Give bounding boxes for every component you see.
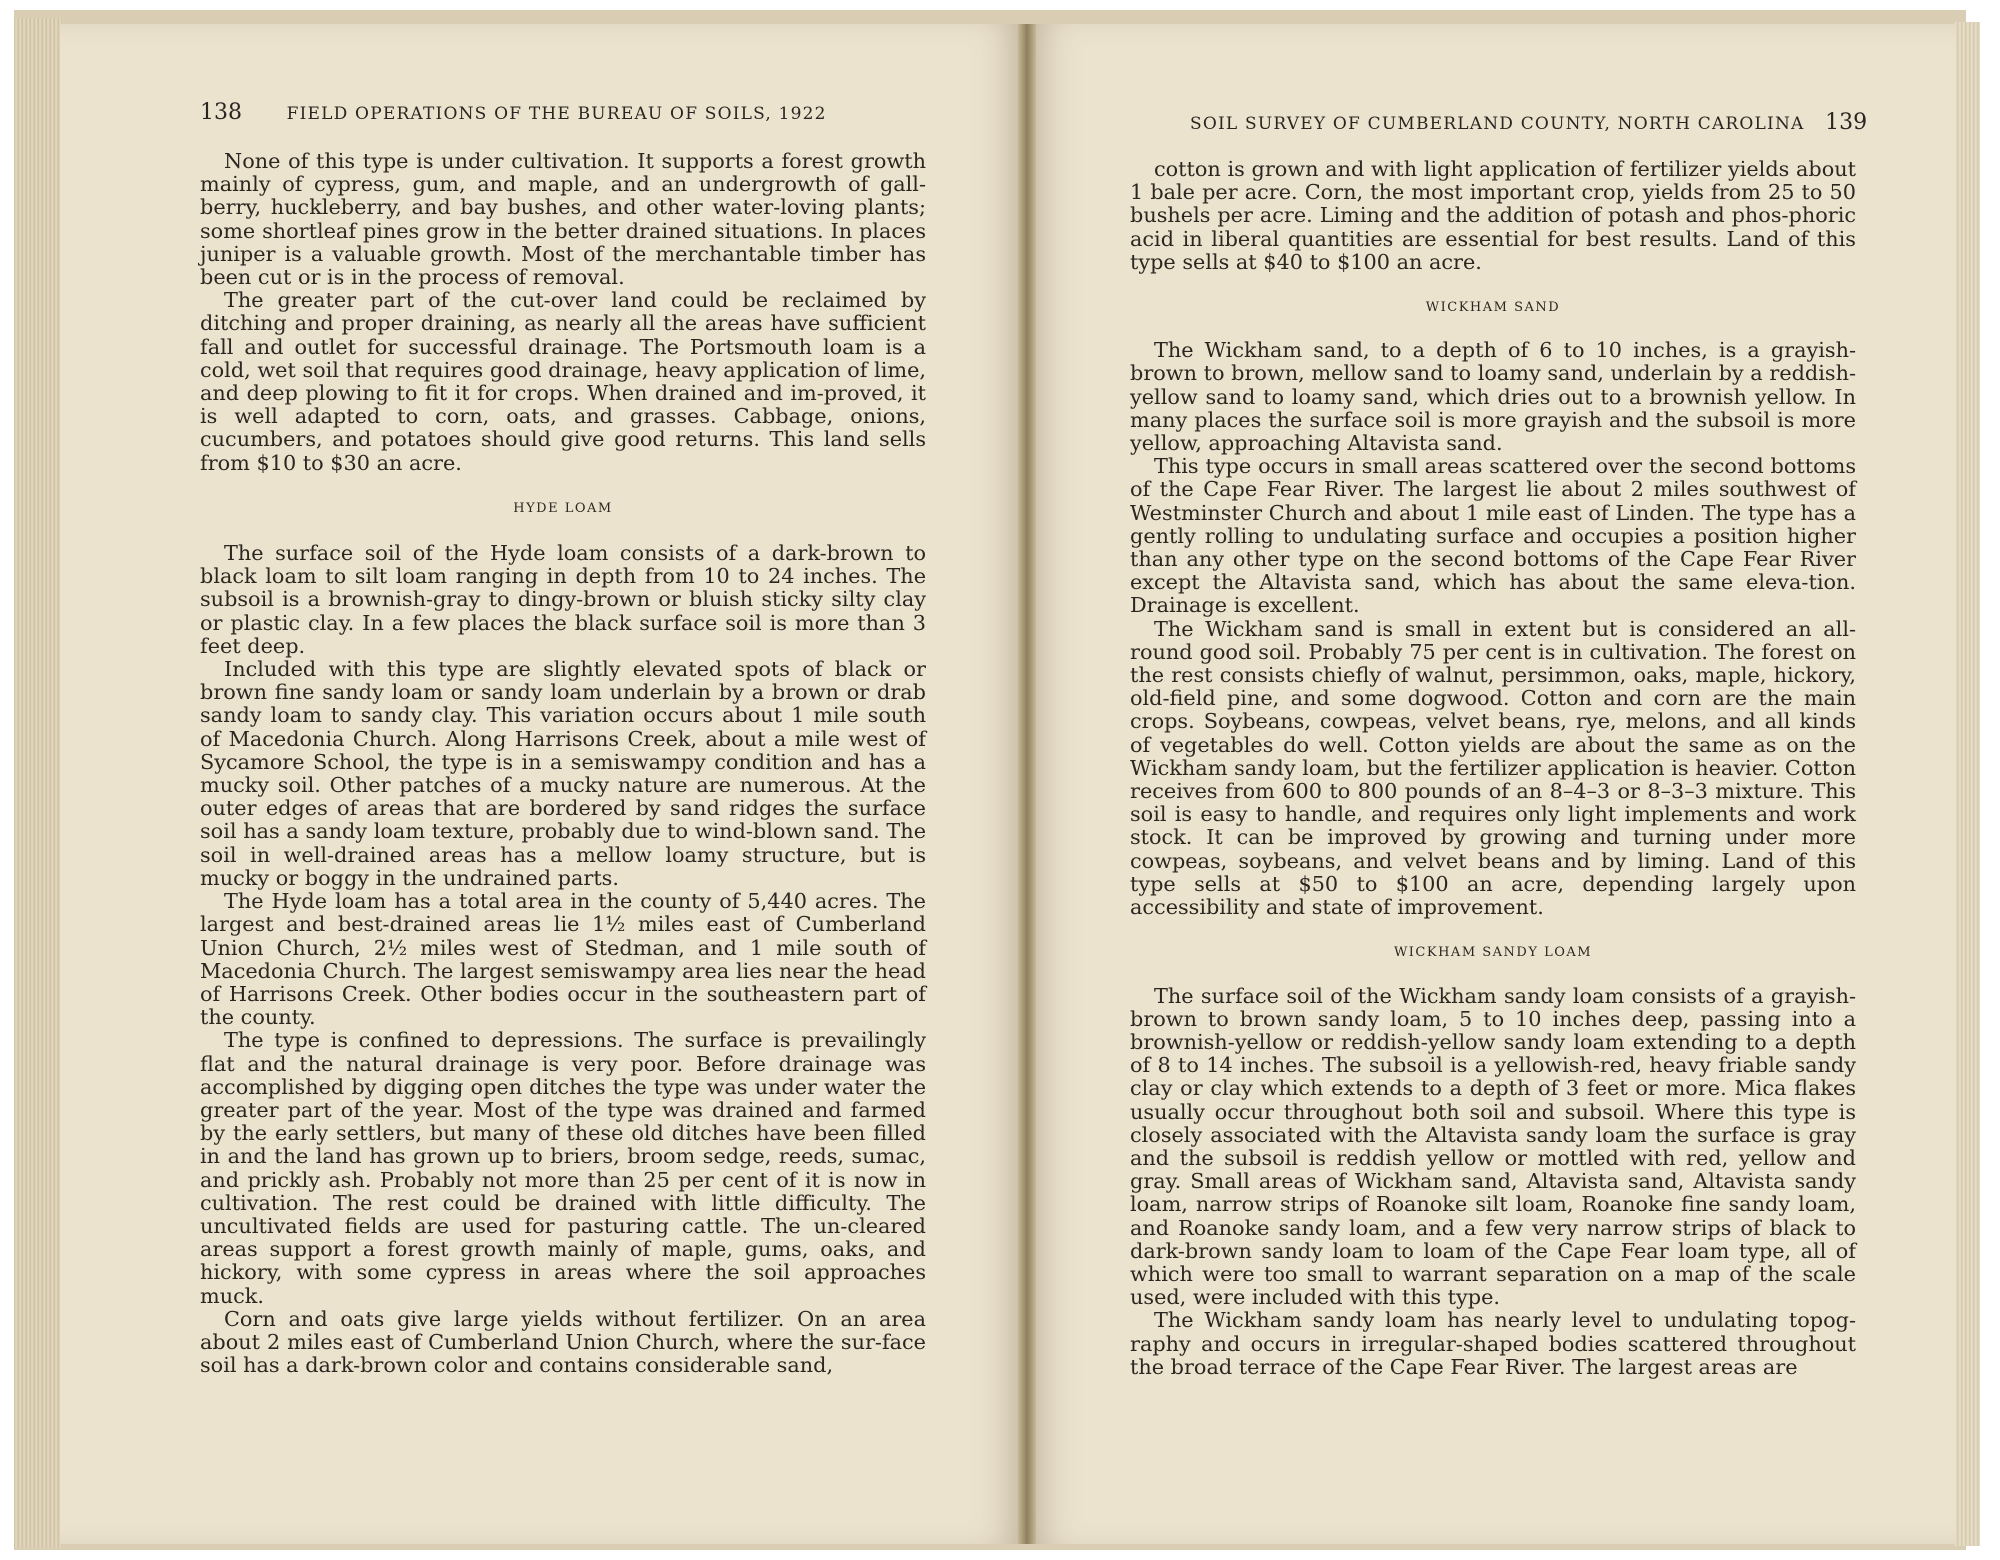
right-page-number: 139	[1825, 110, 1868, 135]
left-paragraph-1: None of this type is under cultivation. It supports a forest growth mainly of cypress, gum, and maple, and an undergrowth of gall-berry, huckleberry, and bay bushes, and other water-loving plants; some shortleaf pines grow in the better drained situations. In places juniper is a valuable growth. Most of the merchantable timber has been cut or is in the process of removal.	[200, 149, 926, 290]
right-paragraph-1: cotton is grown and with light application of fertilizer yields about 1 bale per acre. Corn, the most important crop, yields from 25 to 50 bushels per acre. Liming and the addition of potash and phos-phoric acid in liberal quantities are essential for best results. Land of this type sells at $40 to $100 an acre.	[1130, 157, 1856, 274]
right-column	[1130, 158, 1856, 1379]
left-paragraph-5: The Hyde loam has a total area in the county of 5,440 acres. The largest and best-drained areas lie 1½ miles east of Cumberland Union Church, 2½ miles west of Stedman, and 1 mile south of Macedonia Church. The largest semiswampy area lies near the head of Harrisons Creek. Other bodies occur in the southeastern part of the county.	[200, 889, 926, 1030]
left-paragraph-4: Included with this type are slightly elevated spots of black or brown fine sandy loam or sandy loam underlain by a brown or drab sandy loam to sandy clay. This variation occurs about 1 mile south of Macedonia Church. Along Harrisons Creek, about a mile west of Sycamore School, the type is in a semiswampy condition and has a mucky soil. Other patches of a mucky nature are numerous. At the outer edges of areas that are bordered by sand ridges the surface soil has a sandy loam texture, probably due to wind-blown sand. The soil in well-drained areas has a mellow loamy structure, but is mucky or boggy in the undrained parts.	[200, 657, 926, 890]
right-paragraph-3: This type occurs in small areas scattered over the second bottoms of the Cape Fear River. The largest lie about 2 miles southwest of Westminster Church and about 1 mile east of Linden. The type has a gently rolling to undulating surface and occupies a position higher than any other type on the second bottoms of the Cape Fear River except the Altavista sand, which has about the same eleva-tion. Drainage is excellent.	[1130, 454, 1856, 618]
left-running-head: FIELD OPERATIONS OF THE BUREAU OF SOILS, 1922	[286, 104, 827, 124]
page-edges-right	[1954, 22, 1980, 1546]
left-paragraph-2: The greater part of the cut-over land could be reclaimed by ditching and proper draining, as nearly all the areas have sufficient fall and outlet for successful drainage. The Portsmouth loam is a cold, wet soil that requires good drainage, heavy application of lime, and deep plowing to fit it for crops. When drained and im-proved, it is well adapted to corn, oats, and grasses. Cabbage, onions, cucumbers, and potatoes should give good returns. This land sells from $10 to $30 an acre.	[200, 288, 926, 475]
right-header	[1190, 110, 1867, 135]
left-paragraph-7: Corn and oats give large yields without fertilizer. On an area about 2 miles east of Cumberland Union Church, where the sur-face soil has a dark-brown color and contains considerable sand,	[200, 1306, 926, 1378]
left-paragraph-3: The surface soil of the Hyde loam consists of a dark-brown to black loam to silt loam ranging in depth from 10 to 24 inches. The subsoil is a brownish-gray to dingy-brown or bluish sticky silty clay or plastic clay. In a few places the black surface soil is more than 3 feet deep.	[200, 541, 926, 658]
book-gutter	[1018, 24, 1036, 1544]
page-edges-left	[14, 18, 62, 1548]
wickham-sandy-loam-heading: WICKHAM SANDY LOAM	[1393, 945, 1593, 961]
right-paragraph-5: The surface soil of the Wickham sandy loam consists of a grayish-brown to brown sandy loam, 5 to 10 inches deep, passing into a brownish-yellow or reddish-yellow sandy loam extending to a depth of 8 to 14 inches. The subsoil is a yellowish-red, heavy friable sandy clay or clay which extends to a depth of 3 feet or more. Mica flakes usually occur throughout both soil and subsoil. Where this type is closely associated with the Altavista sandy loam the surface is gray and the subsoil is reddish yellow or mottled with red, yellow and gray. Small areas of Wickham sand, Altavista sand, Altavista sandy loam, narrow strips of Roanoke silt loam, Roanoke fine sandy loam, and Roanoke sandy loam, and a few very narrow strips of black to dark-brown sandy loam to loam of the Cape Fear loam type, all of which were too small to warrant separation on a map of the scale used, were included with this type.	[1130, 983, 1856, 1310]
right-running-head: SOIL SURVEY OF CUMBERLAND COUNTY, NORTH CAROLINA	[1190, 114, 1805, 134]
wickham-sand-heading: WICKHAM SAND	[1425, 300, 1561, 316]
left-paragraph-6: The type is confined to depressions. The surface is prevailingly flat and the natural drainage is very poor. Before drainage was accomplished by digging open ditches the type was under water the greater part of the year. Most of the type was drained and farmed by the early settlers, but many of these old ditches have been filled in and the land has grown up to briers, broom sedge, reeds, sumac, and prickly ash. Probably not more than 25 per cent of it is now in cultivation. The rest could be drained with little difficulty. The uncultivated fields are used for pasturing cattle. The un-cleared areas support a forest growth mainly of maple, gums, oaks, and hickory, with some cypress in areas where the soil approaches muck.	[200, 1028, 926, 1308]
left-header	[200, 100, 827, 125]
right-paragraph-4: The Wickham sand is small in extent but is considered an all-round good soil. Probably 75 per cent is in cultivation. The forest on the rest consists chiefly of walnut, persimmon, oaks, maple, hickory, old-field pine, and some dogwood. Cotton and corn are the main crops. Soybeans, cowpeas, velvet beans, rye, melons, and all kinds of vegetables do well. Cotton yields are about the same as on the Wickham sandy loam, but the fertilizer application is heavier. Cotton receives from 600 to 800 pounds of an 8–4–3 or 8–3–3 mixture. This soil is easy to handle, and requires only light implements and work stock. It can be improved by growing and turning under more cowpeas, soybeans, and velvet beans and by liming. Land of this type sells at $50 to $100 an acre, depending largely upon accessibility and state of improvement.	[1130, 616, 1856, 920]
right-paragraph-6: The Wickham sandy loam has nearly level to undulating topog-raphy and occurs in irregular-shaped bodies scattered throughout the broad terrace of the Cape Fear River. The largest areas are	[1130, 1308, 1856, 1379]
left-page-number: 138	[200, 100, 242, 125]
left-column	[200, 150, 926, 1377]
hyde-loam-heading: HYDE LOAM	[513, 500, 613, 516]
right-paragraph-2: The Wickham sand, to a depth of 6 to 10 inches, is a grayish-brown to brown, mellow sand to loamy sand, underlain by a reddish-yellow sand to loamy sand, which dries out to a brownish yellow. In many places the surface soil is more grayish and the subsoil is more yellow, approaching Altavista sand.	[1130, 338, 1856, 456]
